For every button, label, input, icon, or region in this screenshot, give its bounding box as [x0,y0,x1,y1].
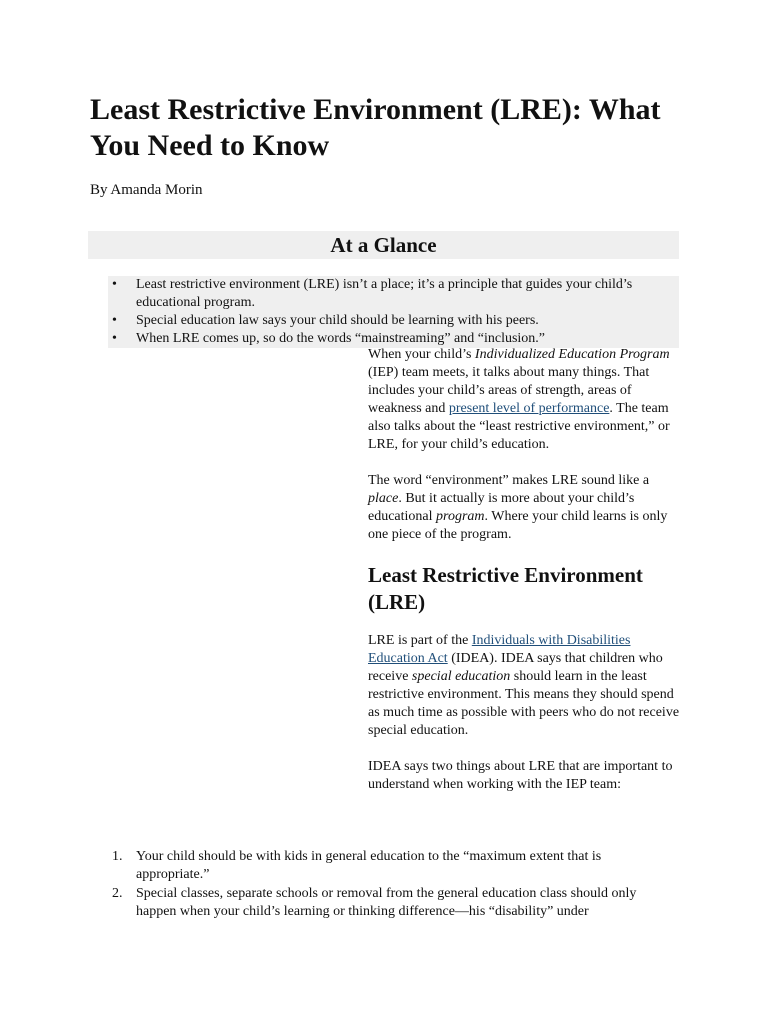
at-a-glance-heading: At a Glance [330,233,437,257]
list-item: 2. Special classes, separate schools or removal from the general education class should only happen when your child’s learning or thinking difference—his “disability” under [112,886,637,919]
glance-bullet: • Special education law says your child should be learning with his peers. [108,312,679,330]
glance-bullet: • When LRE comes up, so do the words “mainstreaming” and “inclusion.” [108,330,679,348]
idea-link[interactable]: Individuals with Disabilities Education Act [368,633,631,666]
lre-paragraph-1: LRE is part of the Individuals with Disabilities Education Act (IDEA). IDEA says that children who receive special education should learn in the least restrictive environment. This means they should spend as much time as possible with peers who do not receive special education. [368,633,680,738]
list-item: 1. Your child should be with kids in general education to the “maximum extent that is appropriate.” [112,849,602,882]
lre-numbered-list [108,848,678,922]
lre-paragraph-2: IDEA says two things about LRE that are important to understand when working with the IEP team: [368,759,673,792]
article-title: Least Restrictive Environment (LRE): What You Need to Know [90,93,661,162]
at-a-glance-banner [88,231,679,259]
intro-paragraph-2: The word “environment” makes LRE sound like a place. But it actually is more about your child’s educational program. Where your child learns is only one piece of the program. [368,473,668,542]
byline: By Amanda Morin [90,182,203,198]
present-level-of-performance-link[interactable]: present level of performance [448,401,610,416]
lre-section-heading: Least Restrictive Environment (LRE) [368,563,643,614]
glance-bullet: • Least restrictive environment (LRE) isn’t a place; it’s a principle that guides your child’s educational program. [108,276,679,312]
at-a-glance-list [108,276,679,348]
main-column [368,346,680,812]
intro-paragraph-1: When your child’s Individualized Education Program (IEP) team meets, it talks about many things. That includes your child’s areas of strength, areas of weakness and present level of performance. The team also talks about the “least restrictive environment,” or LRE, for your child’s education. [368,347,670,452]
